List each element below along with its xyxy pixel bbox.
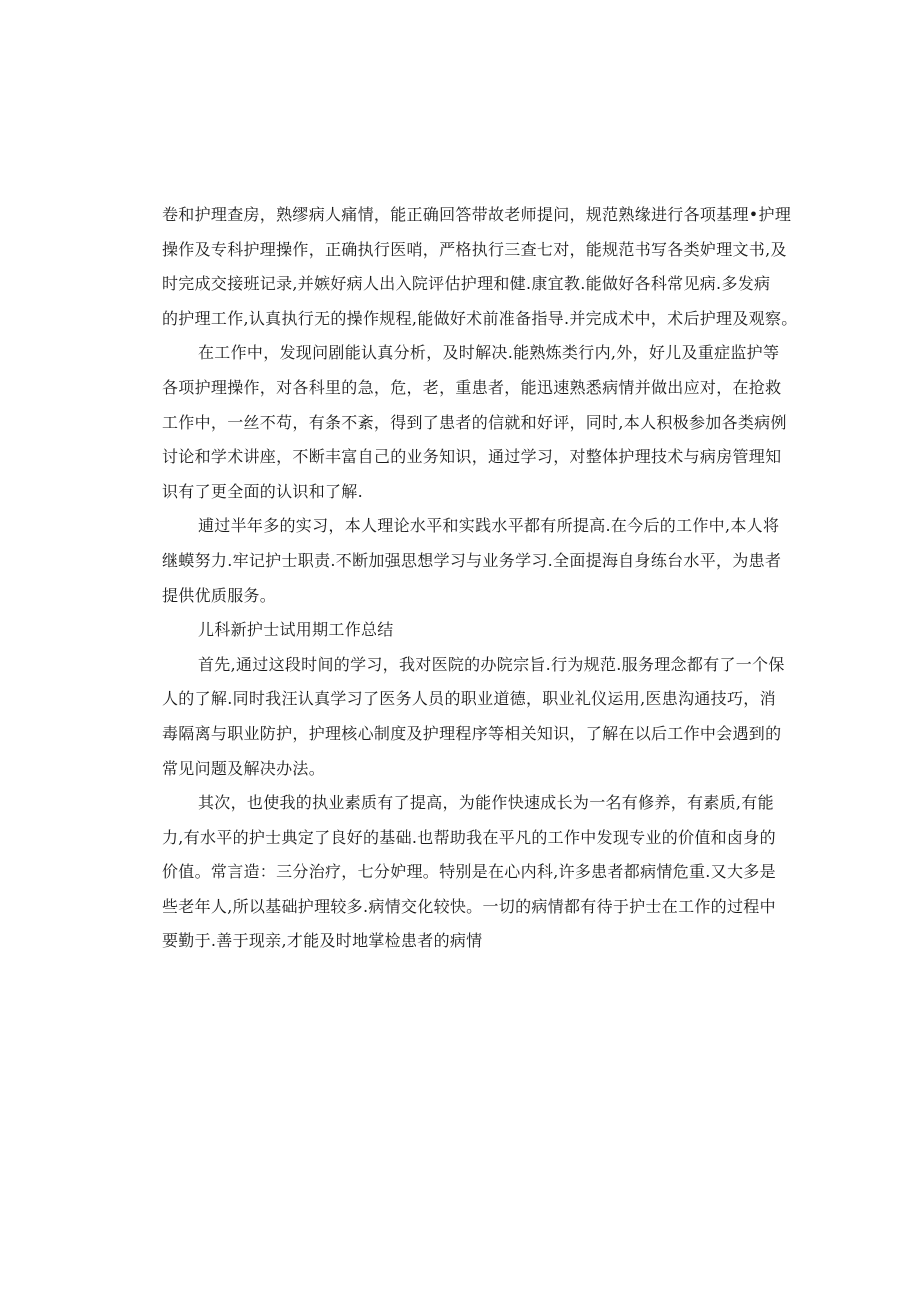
paragraph-care-duties <box>162 198 798 336</box>
text-line: 毒隔离与职业防护，护理核心制度及护理程序等相关知识，了解在以后工作中会遇到的 <box>162 723 782 743</box>
text-line: 首先,通过这段时间的学习，我对医院的办院宗旨.行为规范.服务理念都有了一个保 <box>198 654 785 674</box>
paragraph-first <box>162 648 785 786</box>
heading-text: 儿科新护士试用期工作总结 <box>198 620 394 640</box>
section-heading <box>162 613 767 648</box>
paragraph-internship-summary <box>162 509 782 613</box>
text-line: 提供优质服务。 <box>162 585 277 605</box>
text-line: 卷和护理查房，熟缪病人痛情，能正确回答带故老师提问，规范熟缘进行各项基理•护理 <box>162 205 792 224</box>
text-line: 些老年人,所以基础护理较多.病情交化较快。一切的病情都有待于护士在工作的过程中 <box>162 896 776 916</box>
text-line: 时完成交接班记录,并嫉好病人出入院评估护理和健.康宜教.能做好各科常见病.多发病 <box>162 274 771 294</box>
text-line: 逋过半年多的实习，本人理论水平和实践水平都有所提高.在今后的工作中,本人将 <box>198 516 780 536</box>
text-line: 价值。常言造：三分治疗，七分妒理。特别是在心内科,许多患者都病情危重.又大多是 <box>162 862 776 882</box>
paragraph-second <box>162 786 776 959</box>
text-line: 操作及专科护理操作，正确执行医哨，严格执行三查七对，能规范书写各类妒理文书,及 <box>162 239 787 259</box>
text-line: 工作中，一丝不苟，有条不紊，得到了患者的信就和好评，同时,本人积极参加各类病例 <box>162 412 787 432</box>
text-line: 讨论和学术讲座，不断丰富自己的业务知识，通过学习，对整体护理技术与病房管理知 <box>162 447 782 467</box>
text-line: 人的了解.同时我汪认真学习了医务人员的职业道德，职业礼仪运用,医患沟通技巧，消 <box>162 689 776 709</box>
text-line: 在工作中，发现问剧能认真分析，及时解决.能熟炼类行内,外，好儿及重症监护等 <box>198 343 780 363</box>
text-line: 常见问题及解决办法。 <box>162 758 326 778</box>
text-line: 识有了更全面的认识和了解. <box>162 481 363 501</box>
text-line: 要勤于.善于现亲,才能及时地掌检患者的病情 <box>162 931 483 951</box>
text-line: 力,有水平的护士典定了良好的基础.也帮助我在平凡的工作中发现专业的价值和卤身的 <box>162 827 776 847</box>
text-line: 的护理工作,认真执行无的操作规程,能做好术前准备指导.并完成术中，术后护理及观察。 <box>162 308 798 328</box>
document-body <box>162 198 798 959</box>
text-line: 各项护理操作，对各科里的急，危，老，重患者，能迅速熟悉病情并做出应对，在抢救 <box>162 377 782 397</box>
paragraph-work-problems <box>162 336 787 509</box>
text-line: 继蟆努力.牢记护士职责.不断加强思想学习与业务学习.全面提海自身练台水平，为患者 <box>162 550 782 570</box>
text-line: 其次，也使我的执业素质有了提高，为能作快速成长为一名有修养，有素质,有能 <box>198 793 774 813</box>
